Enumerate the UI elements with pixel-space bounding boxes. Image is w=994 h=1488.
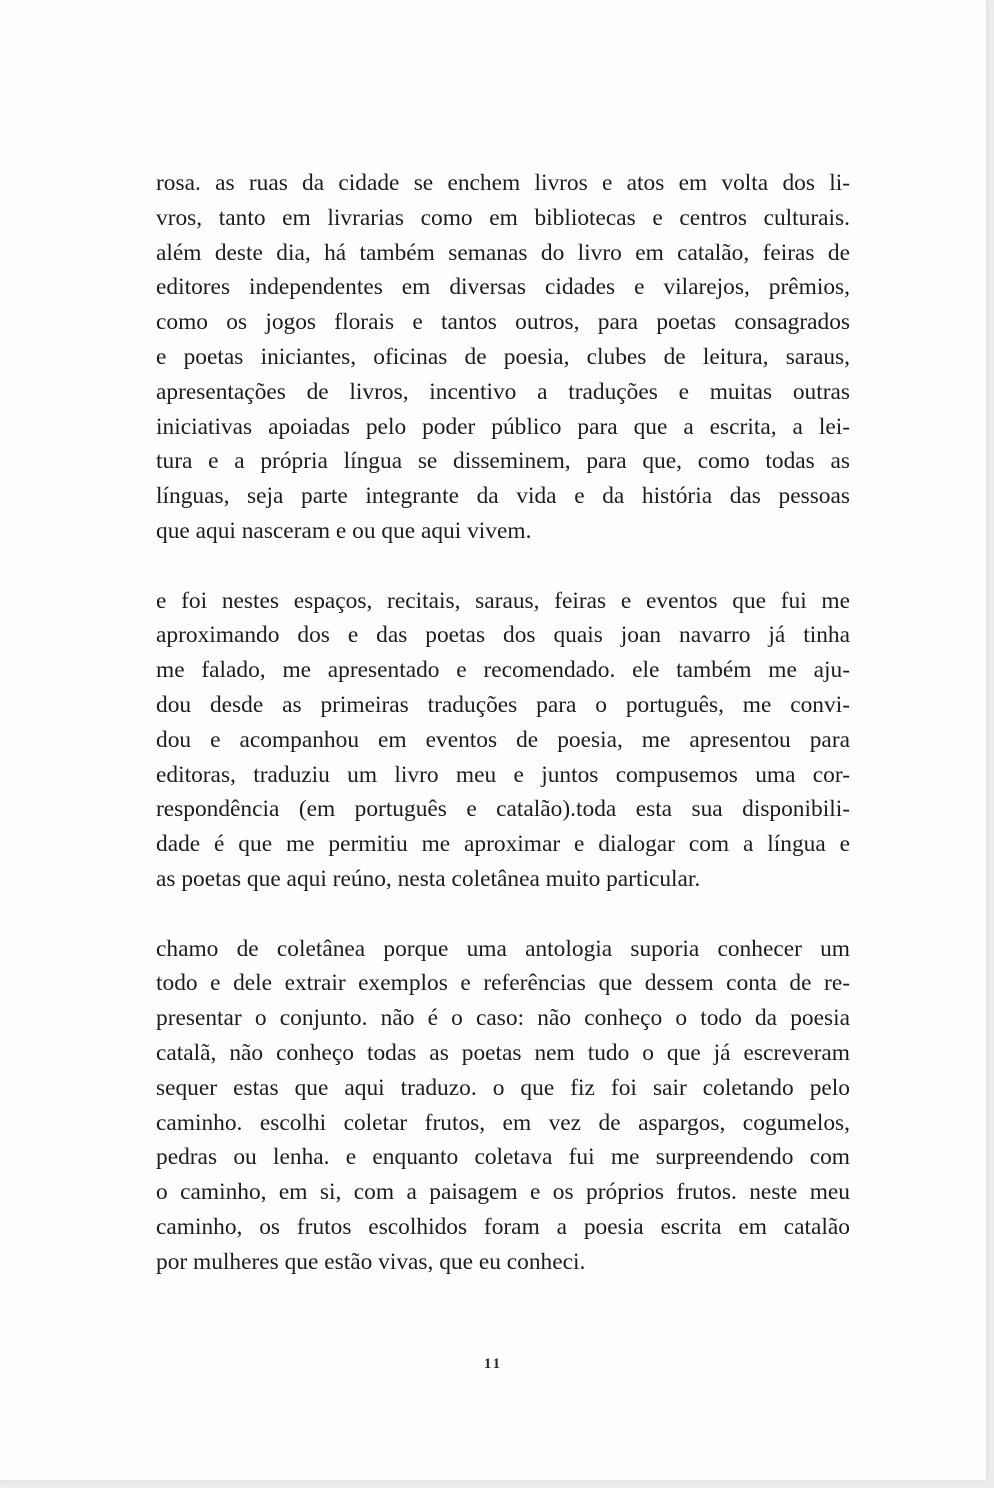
text-line: como os jogos florais e tantos outros, para poetas consagrados — [156, 309, 850, 336]
text-line: me falado, me apresentado e recomendado. ele também me aju- — [156, 657, 850, 684]
text-line: línguas, seja parte integrante da vida e da história das pessoas — [156, 483, 850, 510]
text-line: dou desde as primeiras traduções para o português, me convi- — [156, 691, 850, 718]
text-line: todo e dele extrair exemplos e referências que dessem conta de re- — [156, 970, 850, 997]
text-line: pedras ou lenha. e enquanto coletava fui me surpreendendo com — [156, 1144, 850, 1171]
text-line: rosa. as ruas da cidade se enchem livros e atos em volta dos li- — [156, 170, 850, 196]
text-line: editores independentes em diversas cidades e vilarejos, prêmios, — [156, 274, 850, 301]
text-line: iniciativas apoiadas pelo poder público para que a escrita, a lei- — [156, 413, 850, 440]
paragraph — [156, 166, 850, 549]
text-line: o caminho, em si, com a paisagem e os próprios frutos. neste meu — [156, 1179, 850, 1206]
text-line: por mulheres que estão vivas, que eu conheci. — [156, 1248, 586, 1275]
text-line: sequer estas que aqui traduzo. o que fiz foi sair coletando pelo — [156, 1074, 850, 1101]
text-line: apresentações de livros, incentivo a traduções e muitas outras — [156, 378, 850, 405]
text-line: dade é que me permitiu me aproximar e dialogar com a língua e — [156, 831, 850, 858]
text-line: e poetas iniciantes, oficinas de poesia, clubes de leitura, saraus, — [156, 343, 850, 370]
text-line: dou e acompanhou em eventos de poesia, me apresentou para — [156, 726, 850, 753]
text-line: que aqui nasceram e ou que aqui vivem. — [156, 517, 532, 544]
text-line: e foi nestes espaços, recitais, saraus, feiras e eventos que fui me — [156, 587, 850, 614]
paragraph — [156, 584, 850, 897]
text-line: respondência (em português e catalão).toda esta sua disponibili- — [156, 796, 850, 823]
text-line: aproximando dos e das poetas dos quais joan navarro já tinha — [156, 622, 850, 649]
text-line: presentar o conjunto. não é o caso: não conheço o todo da poesia — [156, 1005, 850, 1032]
text-line: vros, tanto em livrarias como em bibliotecas e centros culturais. — [156, 204, 850, 231]
text-line: caminho, os frutos escolhidos foram a poesia escrita em catalão — [156, 1213, 850, 1240]
page-number: 11 — [483, 1356, 503, 1372]
text-line: tura e a própria língua se disseminem, para que, como todas as — [156, 448, 850, 475]
text-line: caminho. escolhi coletar frutos, em vez de aspargos, cogumelos, — [156, 1109, 850, 1136]
text-line: além deste dia, há também semanas do livro em catalão, feiras de — [156, 239, 850, 266]
paragraph — [156, 932, 850, 1280]
text-line: as poetas que aqui reúno, nesta coletânea muito particular. — [156, 865, 701, 892]
body-text — [156, 166, 850, 1314]
text-line: editoras, traduziu um livro meu e juntos compusemos uma cor- — [156, 761, 850, 788]
text-line: chamo de coletânea porque uma antologia suporia conhecer um — [156, 935, 850, 962]
text-line: catalã, não conheço todas as poetas nem tudo o que já escreveram — [156, 1039, 850, 1066]
